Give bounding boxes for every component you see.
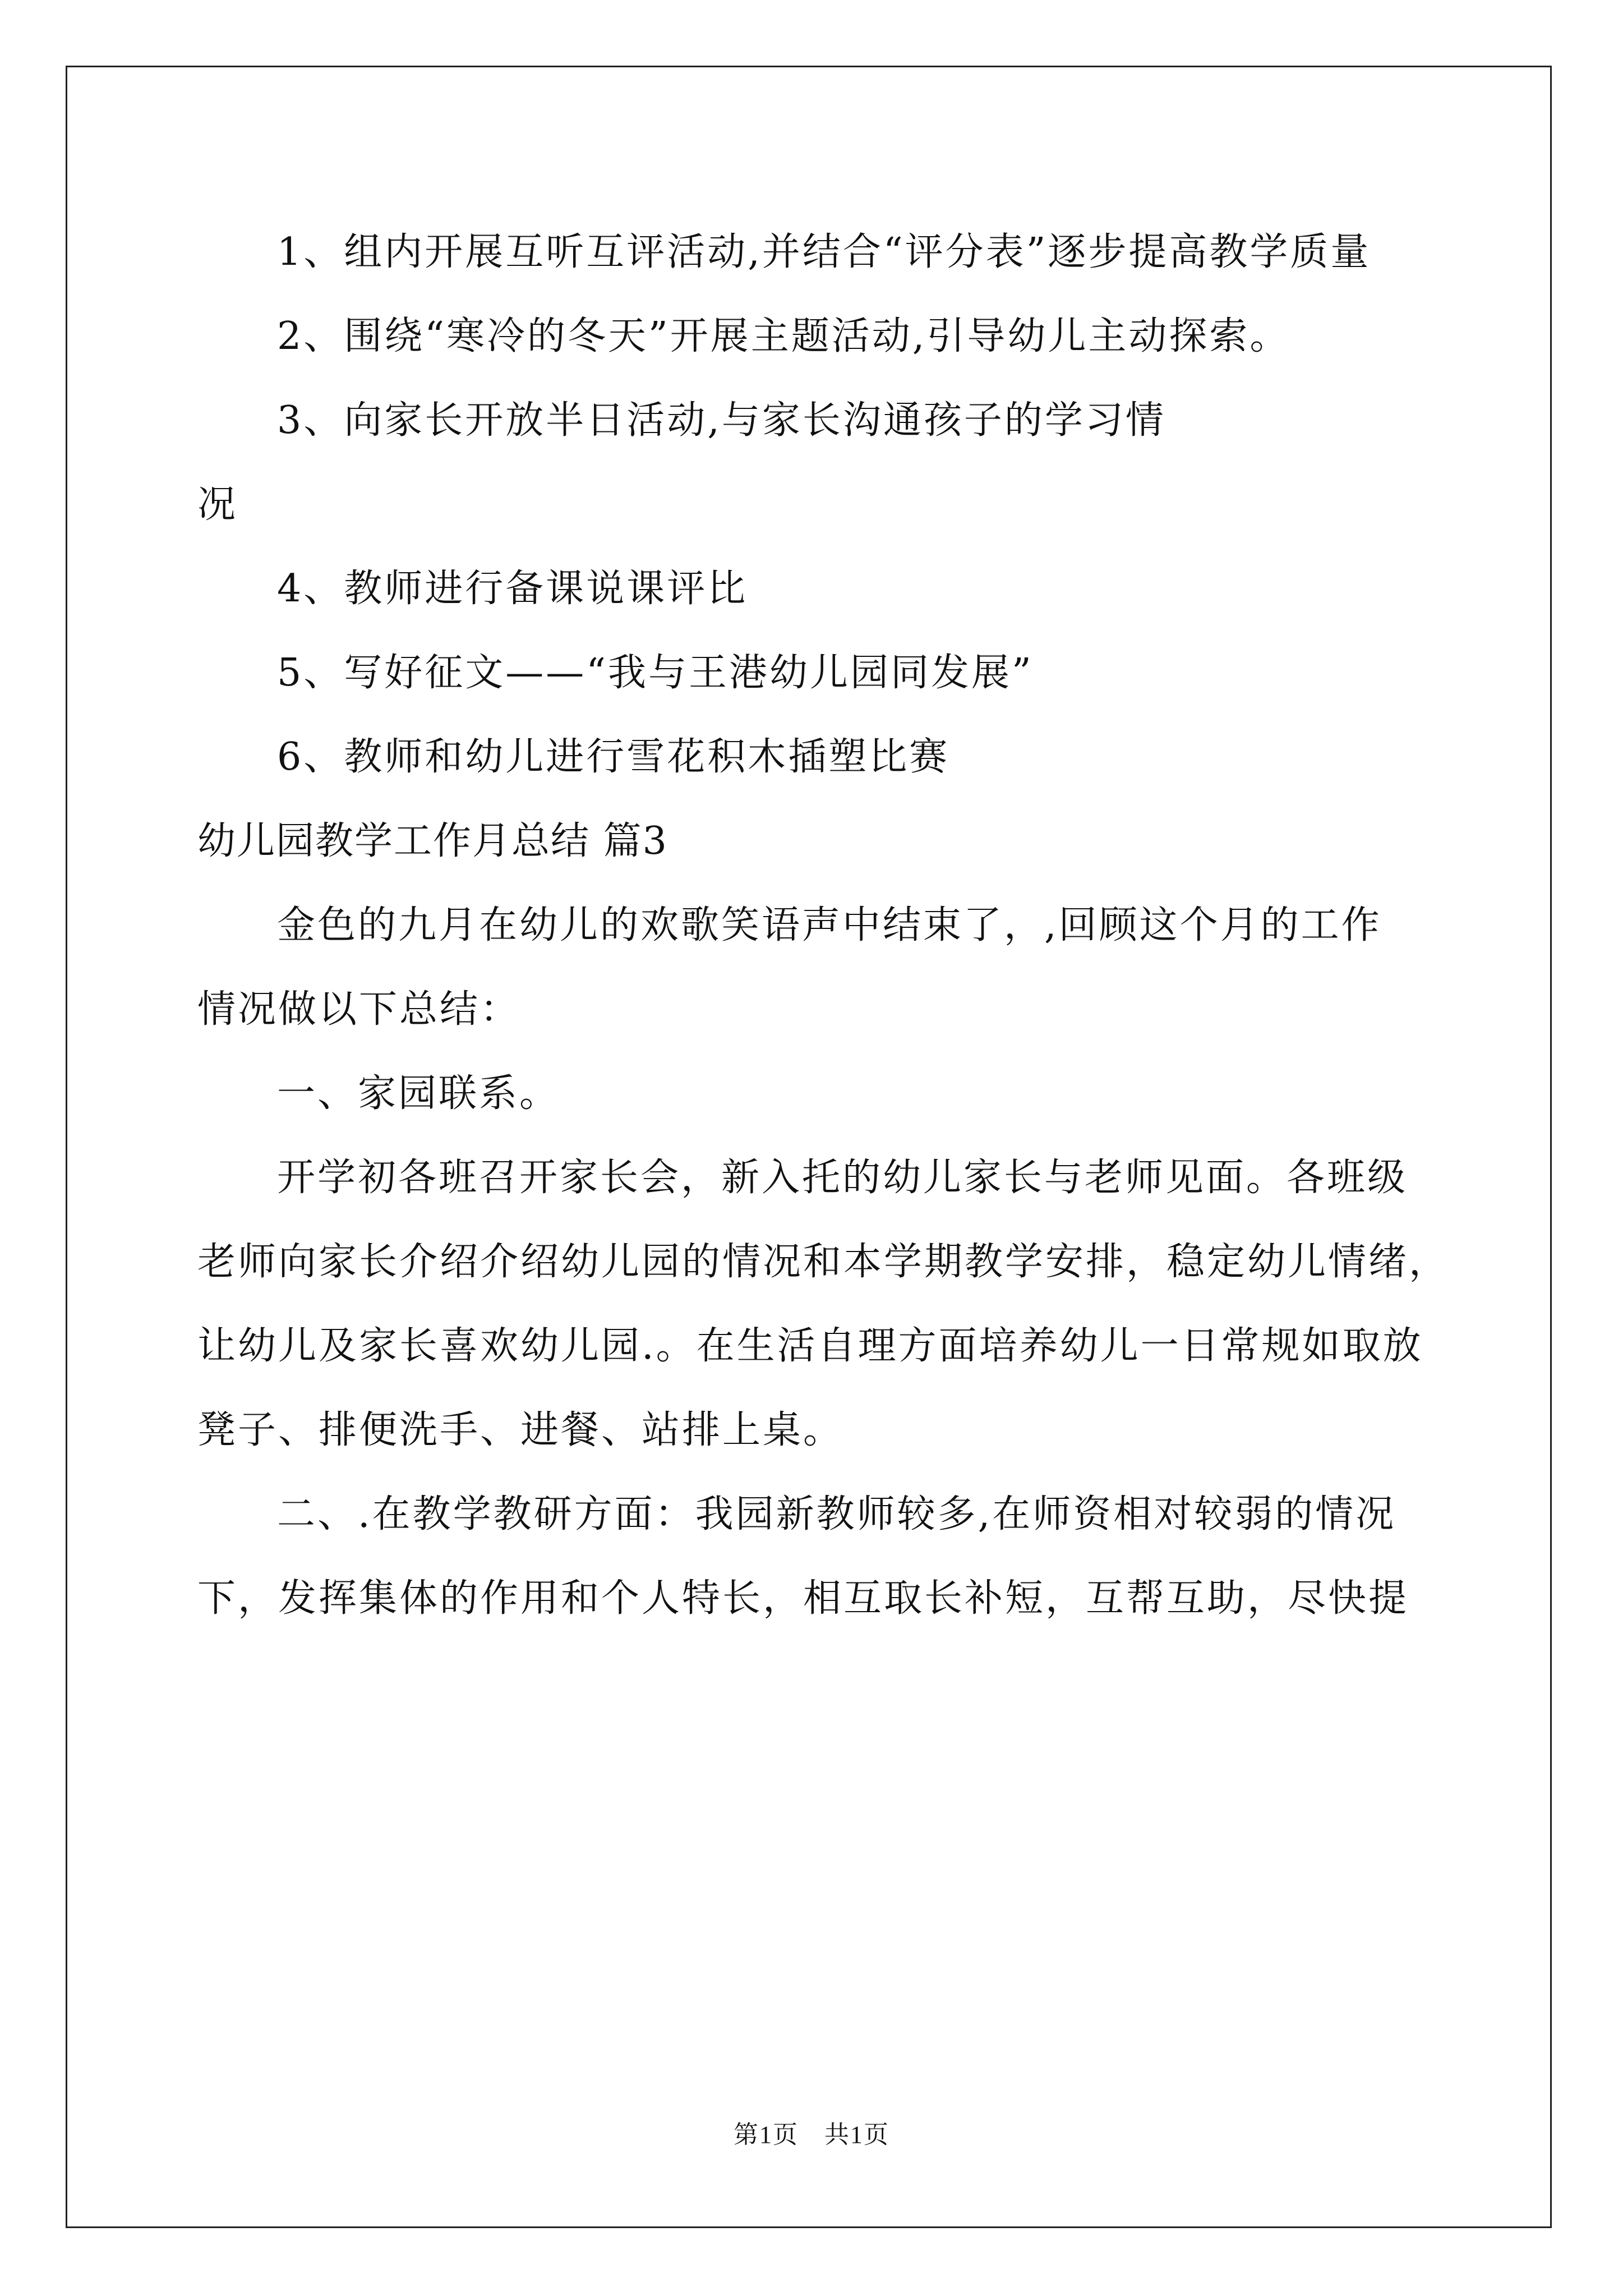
- paragraph-teaching-line-2: 下，发挥集体的作用和个人特长，相互取长补短，互帮互助，尽快提: [197, 1576, 1409, 1621]
- subheading-home-school: 一、家园联系。: [277, 1071, 560, 1116]
- paragraph-intro-line-1: 金色的九月在幼儿的欢歌笑语声中结束了，,回顾这个月的工作: [277, 903, 1382, 947]
- item-1: 1、组内开展互听互评活动,并结合“评分表”逐步提高教学质量: [277, 230, 1371, 274]
- item-3: 3、向家长开放半日活动,与家长沟通孩子的学习情: [277, 398, 1166, 443]
- item-2: 2、围绕“寒冷的冬天”开展主题活动,引导幼儿主动探索。: [277, 314, 1290, 358]
- page-border: [66, 66, 1552, 2228]
- item-3-continuation: 况: [197, 482, 238, 527]
- section-heading: 幼儿园教学工作月总结 篇3: [197, 819, 668, 863]
- paragraph-intro-line-2: 情况做以下总结：: [197, 987, 521, 1032]
- paragraph-home-school-line-4: 凳子、排便洗手、进餐、站排上桌。: [197, 1408, 844, 1452]
- paragraph-home-school-line-2: 老师向家长介绍介绍幼儿园的情况和本学期教学安排，稳定幼儿情绪，: [197, 1240, 1450, 1284]
- item-4: 4、教师进行备课说课评比: [277, 567, 748, 611]
- paragraph-home-school-line-1: 开学初各班召开家长会，新入托的幼儿家长与老师见面。各班级: [277, 1156, 1408, 1200]
- item-6: 6、教师和幼儿进行雪花积木插塑比赛: [277, 735, 950, 779]
- paragraph-home-school-line-3: 让幼儿及家长喜欢幼儿园.。在生活自理方面培养幼儿一日常规如取放: [197, 1324, 1423, 1368]
- paragraph-teaching-line-1: 二、.在教学教研方面：我园新教师较多,在师资相对较弱的情况: [277, 1492, 1396, 1536]
- item-5: 5、写好征文——“我与王港幼儿园同发展”: [277, 651, 1034, 695]
- page-number-footer: 第1页 共1页: [734, 2121, 889, 2148]
